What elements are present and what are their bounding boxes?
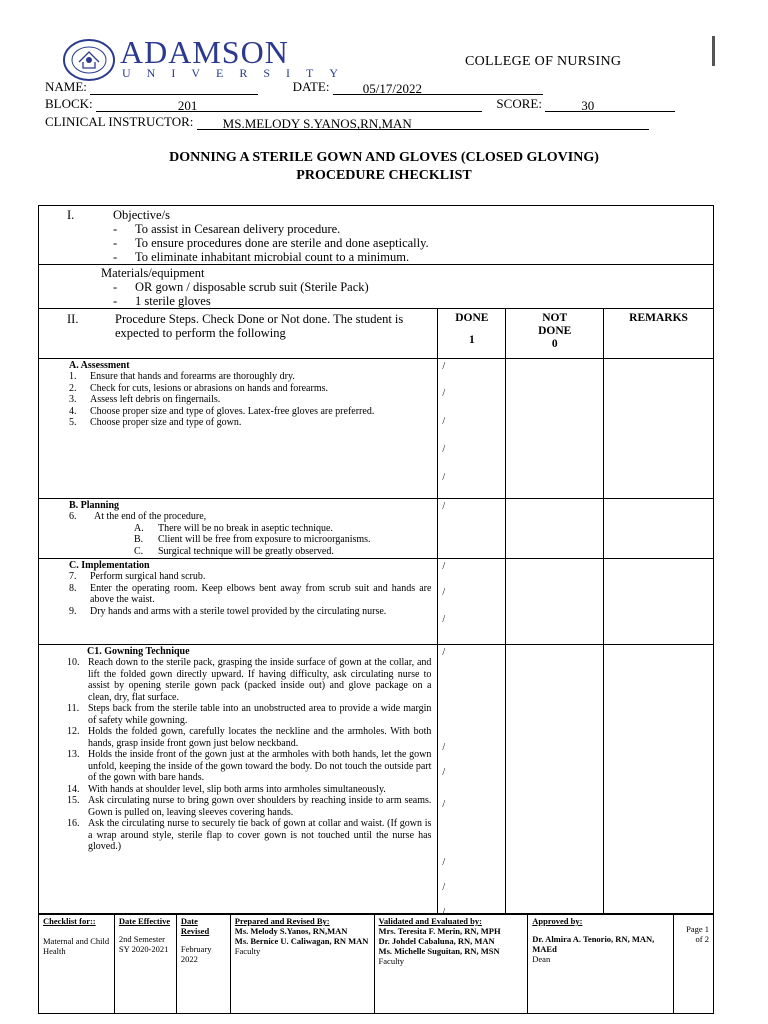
document-footer — [38, 913, 714, 1014]
score-label: SCORE: — [496, 96, 542, 111]
score-field[interactable]: 30 — [545, 98, 675, 112]
footer-page-number: Page 1 of 2 — [674, 914, 714, 1014]
name-field[interactable] — [90, 81, 258, 95]
university-subtitle: UNIVERSITY — [122, 66, 354, 80]
date-field[interactable]: 05/17/2022 — [333, 81, 543, 95]
footer-prepared-name: Ms. Melody S.Yanos, RN,MAN — [234, 926, 348, 936]
university-seal-icon — [62, 38, 116, 82]
block-field[interactable]: 201 — [96, 98, 482, 112]
footer-date-effective-heading: Date Effective — [118, 916, 171, 926]
check-mark: / — [442, 501, 446, 512]
footer-date-effective-value: 2nd Semester SY 2020-2021 — [118, 934, 169, 954]
objective-item: To ensure procedures done are sterile and done aseptically. — [135, 236, 429, 250]
instructor-field[interactable]: MS.MELODY S.YANOS,RN,MAN — [197, 116, 649, 130]
university-name: ADAMSON — [120, 34, 289, 70]
implementation-title: C. Implementation — [69, 560, 150, 571]
list-item: 5. Choose proper size and type of gown. — [69, 417, 242, 428]
list-item: 2. Check for cuts, lesions or abrasions on hands and forearms. — [69, 382, 328, 394]
procedure-instructions: Procedure Steps. Check Done or Not done. The student is expected to perform the following — [115, 312, 404, 340]
assessment-title: A. Assessment — [69, 360, 130, 371]
list-item: 7. Perform surgical hand scrub. — [69, 571, 206, 582]
gowning-not-done-cell[interactable] — [506, 645, 604, 915]
document-title: DONNING A STERILE GOWN AND GLOVES (CLOSED GLOVING) — [169, 150, 599, 165]
footer-date-revised — [176, 914, 230, 1014]
instructor-label: CLINICAL INSTRUCTOR: — [45, 114, 194, 129]
check-mark: / — [442, 361, 446, 372]
footer-validated-role: Faculty — [378, 956, 405, 966]
implementation-not-done-cell[interactable] — [506, 559, 604, 645]
list-item: 12. Holds the folded gown, carefully locates the neckline and the armholes. With both hands, grasp inside front gown just below neckband. — [67, 726, 432, 749]
planning-not-done-cell[interactable] — [506, 499, 604, 559]
footer-validated-name: Dr. Johdel Cabaluna, RN, MAN — [378, 936, 495, 946]
materials-section: Materials/equipment - OR gown / disposable scrub suit (Sterile Pack) - 1 sterile gloves — [39, 265, 714, 309]
instructor-row — [45, 114, 649, 130]
not-done-column-header — [506, 309, 604, 359]
date-label: DATE: — [292, 79, 330, 94]
check-mark: / — [442, 742, 446, 753]
done-value: 1 — [468, 334, 475, 346]
objective-item: To eliminate inhabitant microbial count to a minimum. — [135, 250, 410, 264]
gowning-done-cell[interactable] — [438, 645, 506, 918]
planning-remarks-cell[interactable] — [604, 499, 714, 559]
check-mark: / — [442, 416, 446, 427]
footer-checklist-heading: Checklist for:: — [43, 916, 96, 926]
check-mark: / — [442, 767, 446, 778]
footer-prepared-name: Ms. Bernice U. Caliwagan, RN MAN — [234, 936, 369, 946]
name-row — [45, 79, 543, 95]
not-done-value: 0 — [551, 338, 558, 350]
sub-item: A. There will be no break in aseptic technique. — [134, 522, 333, 534]
check-mark: / — [442, 587, 446, 598]
list-item: 4. Choose proper size and type of gloves. Latex-free gloves are preferred. — [69, 405, 375, 417]
not-done-label-2: DONE — [538, 325, 572, 337]
objective-item: To assist in Cesarean delivery procedure. — [135, 222, 341, 236]
footer-validated-name: Mrs. Teresita F. Merin, RN, MPH — [378, 926, 501, 936]
assessment-remarks-cell[interactable] — [604, 359, 714, 499]
footer-validated-heading: Validated and Evaluated by: — [378, 916, 482, 926]
done-label: DONE — [455, 312, 489, 324]
check-mark: / — [442, 472, 446, 483]
list-item: 14. With hands at shoulder level, slip both arms into armholes simultaneously. — [67, 783, 386, 795]
footer-prepared-role: Faculty — [234, 946, 261, 956]
check-mark: / — [442, 907, 446, 918]
remarks-column-header: REMARKS — [604, 309, 714, 359]
procedure-header — [39, 309, 438, 359]
check-mark: / — [442, 388, 446, 399]
not-done-label-1: NOT — [542, 312, 568, 324]
list-item: 11. Steps back from the sterile table into an unobstructed area to provide a wide margin of safety while gowning. — [67, 703, 432, 726]
materials-heading: Materials/equipment — [101, 266, 205, 280]
checklist-table — [38, 205, 714, 918]
gowning-section — [39, 645, 438, 915]
header-divider — [712, 36, 715, 66]
implementation-remarks-cell[interactable] — [604, 559, 714, 645]
footer-approved-role: Dean — [532, 954, 551, 964]
footer-checklist-value: Maternal and Child Health — [43, 936, 110, 956]
footer-validated-by — [374, 914, 528, 1014]
footer-approved-heading: Approved by: — [532, 916, 583, 926]
done-column-header — [438, 309, 506, 359]
footer-prepared-heading: Prepared and Revised By: — [234, 916, 330, 926]
college-name: COLLEGE OF NURSING — [465, 54, 622, 69]
assessment-done-cell[interactable] — [438, 359, 506, 499]
list-item: 3. Assess left debris on fingernails. — [69, 394, 221, 405]
assessment-section — [39, 359, 438, 499]
planning-title: B. Planning — [69, 500, 120, 511]
footer-checklist — [39, 914, 115, 1014]
list-item: 10. Reach down to the sterile pack, grasping the inside surface of gown at the collar, and lift the folded gown directly upward. If having difficulty, ask circulating nurse to assist by opening sterile gown pack (packed inside out) and glove package on a clean, dry, flat surface. — [67, 657, 432, 703]
block-label: BLOCK: — [45, 96, 93, 111]
check-mark: / — [442, 799, 446, 810]
list-item: 6. At the end of the procedure, — [69, 511, 207, 522]
check-mark: / — [442, 857, 446, 868]
list-item: 16. Ask the circulating nurse to securely tie back of gown at collar and waist. (If gown is a wrap around style, sterile flap to cover gown is not touched until the nurse has gloved.) — [67, 818, 432, 852]
sub-item: C. Surgical technique will be greatly observed. — [134, 545, 334, 557]
list-item: 13. Holds the inside front of the gown just at the armholes with both hands, let the gown unfold, keeping the inside of the gown toward the body. Do not touch the outside part of the gown with bare hands. — [67, 749, 432, 783]
objectives-section: I. Objective/s - To assist in Cesarean delivery procedure. - To ensure procedures done are sterile and done aseptically. - To eliminate inhabitant microbial count to a minimum. — [39, 206, 714, 265]
footer-prepared-by — [230, 914, 374, 1014]
material-item: OR gown / disposable scrub suit (Sterile Pack) — [135, 280, 369, 294]
name-label: NAME: — [45, 79, 87, 94]
check-mark: / — [442, 561, 446, 572]
footer-date-revised-value: February 2022 — [180, 944, 212, 964]
document-subtitle: PROCEDURE CHECKLIST — [296, 168, 472, 183]
footer-date-revised-heading: Date Revised — [180, 916, 210, 936]
sub-item: B. Client will be free from exposure to microorganisms. — [134, 534, 371, 545]
assessment-not-done-cell[interactable] — [506, 359, 604, 499]
check-mark: / — [442, 647, 446, 658]
objectives-heading: Objective/s — [113, 208, 170, 222]
procedure-number: II. — [67, 312, 79, 326]
planning-section — [39, 499, 438, 559]
list-item: 8. Enter the operating room. Keep elbows bent away from scrub suit and hands are above the waist. — [69, 582, 432, 605]
footer-approved-by — [528, 914, 674, 1014]
implementation-section — [39, 559, 438, 645]
check-mark: / — [442, 882, 446, 893]
planning-done-cell[interactable] — [438, 499, 506, 559]
footer-approved-name: Dr. Almira A. Tenorio, RN, MAN, MAEd — [532, 934, 655, 954]
gowning-title: C1. Gowning Technique — [87, 646, 190, 657]
material-item: 1 sterile gloves — [135, 294, 211, 308]
list-item: 1. Ensure that hands and forearms are thoroughly dry. — [69, 371, 295, 382]
list-item: 9. Dry hands and arms with a sterile towel provided by the circulating nurse. — [69, 605, 387, 617]
objectives-number: I. — [67, 208, 75, 222]
check-mark: / — [442, 614, 446, 625]
footer-validated-name: Ms. Michelle Suguitan, RN, MSN — [378, 946, 500, 956]
list-item: 15. Ask circulating nurse to bring gown over shoulders by reaching inside to arm seams. Gown is pulled on, leaving sleeves covering hands. — [67, 795, 432, 818]
gowning-remarks-cell[interactable] — [604, 645, 714, 915]
implementation-done-cell[interactable] — [438, 559, 506, 645]
footer-date-effective — [114, 914, 176, 1014]
check-mark: / — [442, 444, 446, 455]
block-row — [45, 96, 675, 112]
